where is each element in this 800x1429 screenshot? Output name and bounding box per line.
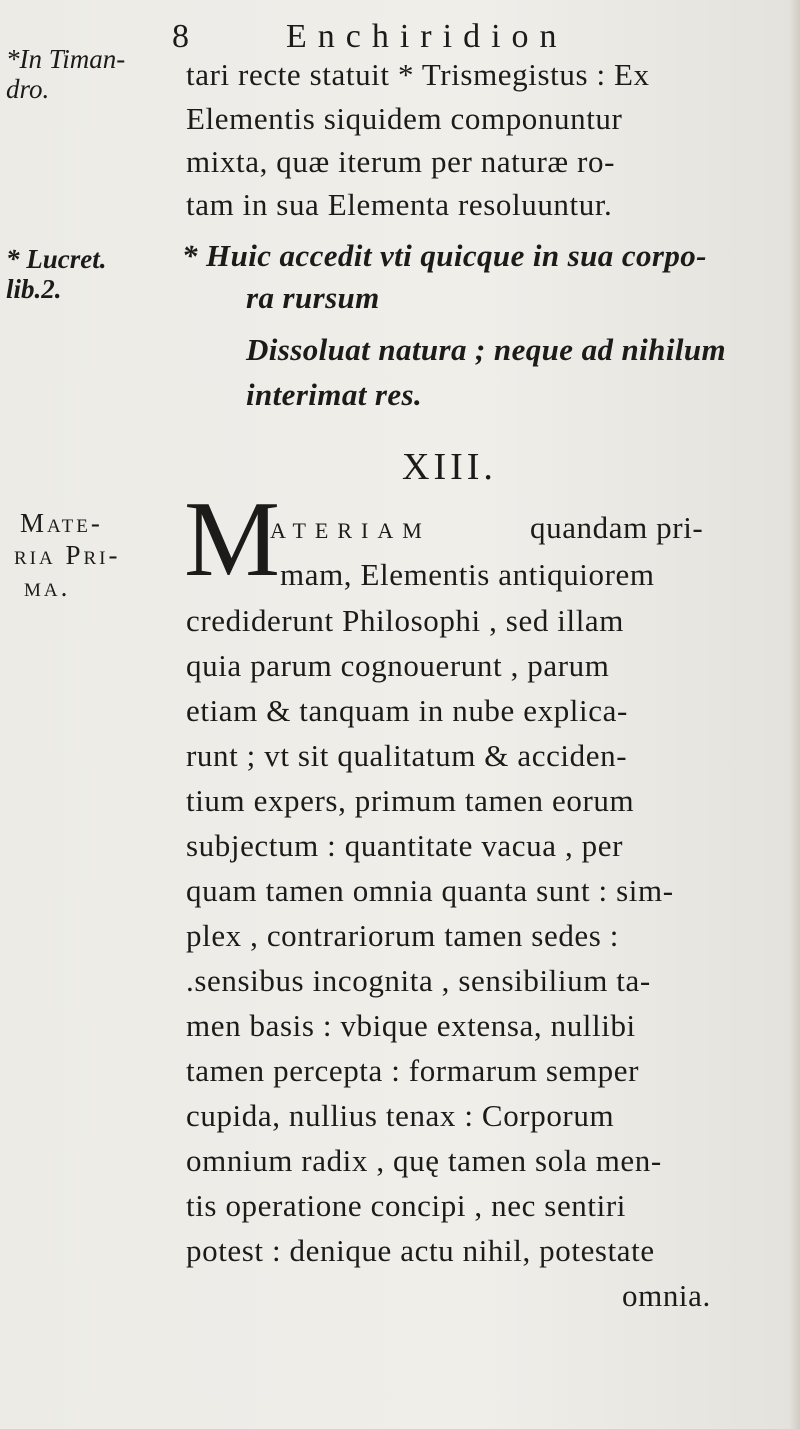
chapter-number: XIII.: [402, 446, 497, 488]
margin-note-timandro-2: dro.: [6, 74, 50, 104]
page-number: 8: [172, 18, 190, 55]
margin-note-timandro: *In Timan-: [6, 44, 126, 74]
page-edge: [788, 0, 800, 1429]
text-line: men basis : vbique extensa, nullibi: [186, 1008, 636, 1043]
second-line: mam, Elementis antiquiorem: [280, 557, 655, 592]
drop-cap: M: [184, 480, 281, 599]
text-line: potest : denique actu nihil, potestate: [186, 1233, 655, 1268]
text-line: .sensibus incognita , sensibilium ta-: [186, 963, 651, 998]
text-line: tari recte statuit * Trismegistus : Ex: [186, 57, 650, 92]
text-line: etiam & tanquam in nube explica-: [186, 693, 628, 728]
first-word: ateriam: [270, 510, 431, 545]
text-line: tamen percepta : formarum semper: [186, 1053, 640, 1088]
text-line: tis operatione concipi , nec sentiri: [186, 1188, 626, 1223]
quote-line: Dissoluat natura ; neque ad nihilum: [246, 332, 726, 367]
text-line: tium expers, primum tamen eorum: [186, 783, 635, 818]
quote-line: interimat res.: [246, 377, 423, 412]
margin-note-lucret-2: lib.2.: [6, 274, 62, 304]
margin-note-ma: ma.: [24, 572, 71, 602]
quote-line: ra rursum: [246, 280, 380, 315]
text-line: quia parum cognouerunt , parum: [186, 648, 610, 683]
text-line: crediderunt Philosophi , sed illam: [186, 603, 624, 638]
margin-note-lucret: * Lucret.: [6, 244, 107, 274]
text-line: plex , contrariorum tamen sedes :: [186, 918, 620, 953]
text-line: cupida, nullius tenax : Corporum: [186, 1098, 615, 1133]
running-head: Enchiridion: [286, 18, 568, 55]
text-line: mixta, quæ iterum per naturæ ro-: [186, 144, 615, 179]
margin-note-mate: Mate-: [20, 508, 103, 538]
text-line: omnia.: [622, 1278, 711, 1313]
first-line-rest: quandam pri-: [530, 510, 704, 545]
text-line: quam tamen omnia quanta sunt : sim-: [186, 873, 674, 908]
text-line: runt ; vt sit qualitatum & acciden-: [186, 738, 628, 773]
text-line: Elementis siquidem componuntur: [186, 101, 623, 136]
text-line: omnium radix , quę tamen sola men-: [186, 1143, 662, 1178]
quote-line: * Huic accedit vti quicque in sua corpo-: [182, 238, 707, 273]
margin-note-ria-pri: ria Pri-: [14, 540, 121, 570]
text-line: tam in sua Elementa resoluuntur.: [186, 187, 613, 222]
text-line: subjectum : quantitate vacua , per: [186, 828, 624, 863]
